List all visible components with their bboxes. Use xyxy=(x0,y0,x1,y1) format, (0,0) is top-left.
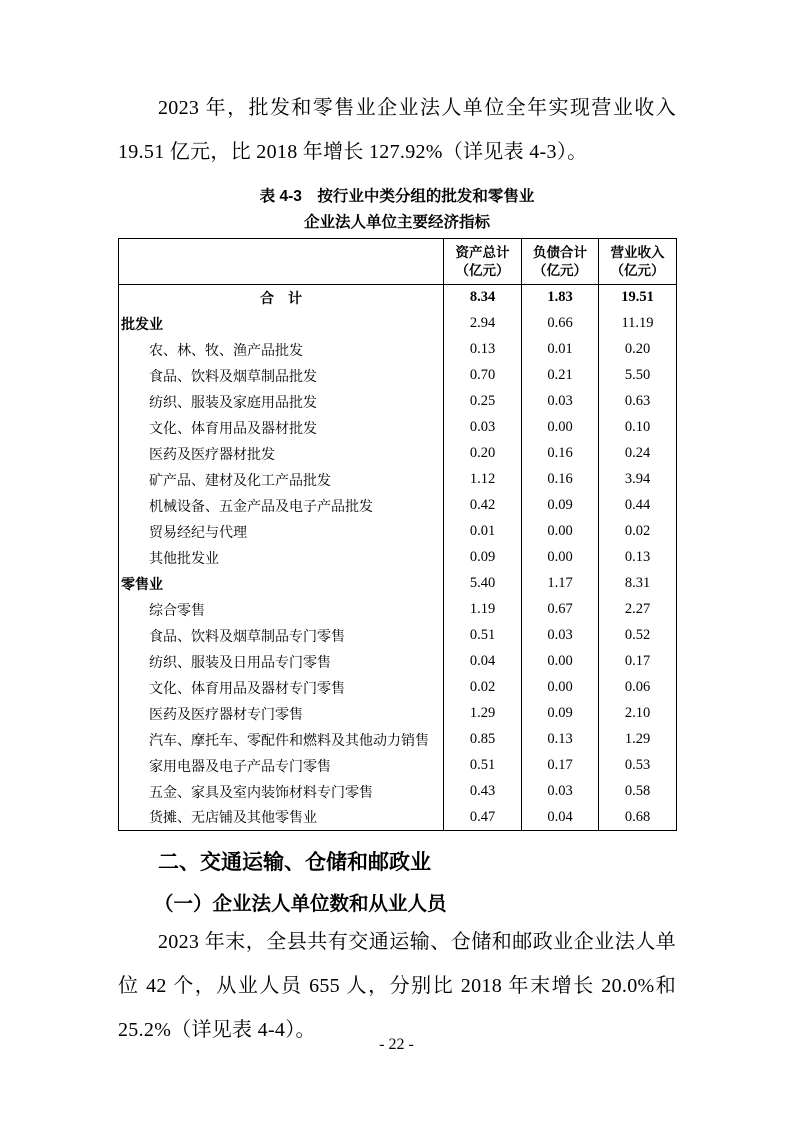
row-value: 0.51 xyxy=(444,753,522,779)
column-unit: （亿元） xyxy=(533,262,587,278)
row-value: 0.09 xyxy=(522,701,599,727)
row-label: 综合零售 xyxy=(149,603,205,619)
row-value: 1.19 xyxy=(444,597,522,623)
row-value: 0.68 xyxy=(599,805,677,831)
row-value: 0.10 xyxy=(599,415,677,441)
row-value: 0.13 xyxy=(599,545,677,571)
row-value: 0.09 xyxy=(522,493,599,519)
row-value: 0.25 xyxy=(444,389,522,415)
table-row xyxy=(119,701,677,727)
row-label: 五金、家具及室内装饰材料专门零售 xyxy=(149,785,373,801)
table-title-line2: 企业法人单位主要经济指标 xyxy=(303,214,490,231)
row-value: 1.17 xyxy=(522,571,599,597)
row-label: 货摊、无店铺及其他零售业 xyxy=(149,811,317,827)
section-heading: 二、交通运输、仓储和邮政业 xyxy=(158,851,431,874)
table-row xyxy=(119,311,677,337)
row-value: 0.53 xyxy=(599,753,677,779)
table-row xyxy=(119,285,677,311)
row-value: 0.02 xyxy=(444,675,522,701)
row-value: 19.51 xyxy=(599,285,677,311)
row-value: 0.51 xyxy=(444,623,522,649)
row-label: 机械设备、五金产品及电子产品批发 xyxy=(149,499,373,515)
row-value: 0.42 xyxy=(444,493,522,519)
row-value: 0.20 xyxy=(599,337,677,363)
row-value: 0.16 xyxy=(522,467,599,493)
row-value: 0.70 xyxy=(444,363,522,389)
table-title xyxy=(118,184,676,236)
row-value: 0.01 xyxy=(444,519,522,545)
section-paragraph: 2023 年末，全县共有交通运输、仓储和邮政业企业法人单位 42 个，从业人员 655 人，分别比 2018 年末增长 20.0%和 25.2%（详见表 4-4）。 xyxy=(118,931,676,1041)
table-row xyxy=(119,493,677,519)
row-label: 家用电器及电子产品专门零售 xyxy=(149,759,331,775)
table-row xyxy=(119,415,677,441)
row-value: 0.20 xyxy=(444,441,522,467)
table-row xyxy=(119,363,677,389)
row-value: 0.00 xyxy=(522,649,599,675)
row-value: 0.00 xyxy=(522,519,599,545)
table-row xyxy=(119,597,677,623)
table-header-row xyxy=(119,239,677,285)
row-value: 0.17 xyxy=(599,649,677,675)
row-value: 0.13 xyxy=(444,337,522,363)
table-row xyxy=(119,337,677,363)
table-row xyxy=(119,779,677,805)
row-value: 3.94 xyxy=(599,467,677,493)
row-label: 医药及医疗器材批发 xyxy=(149,447,275,463)
table-row xyxy=(119,623,677,649)
row-label: 食品、饮料及烟草制品专门零售 xyxy=(149,629,345,645)
row-value: 0.02 xyxy=(599,519,677,545)
row-value: 1.29 xyxy=(444,701,522,727)
column-unit: （亿元） xyxy=(610,262,665,278)
row-value: 0.17 xyxy=(522,753,599,779)
table-row xyxy=(119,389,677,415)
row-label: 农、林、牧、渔产品批发 xyxy=(149,343,303,359)
row-value: 0.63 xyxy=(599,389,677,415)
row-value: 0.52 xyxy=(599,623,677,649)
row-value: 0.01 xyxy=(522,337,599,363)
row-value: 0.03 xyxy=(444,415,522,441)
table-header-total-liabilities xyxy=(522,239,599,285)
economic-indicators-table xyxy=(118,238,677,831)
table-row xyxy=(119,753,677,779)
row-label: 矿产品、建材及化工产品批发 xyxy=(149,473,331,489)
row-value: 8.31 xyxy=(599,571,677,597)
row-label: 纺织、服装及日用品专门零售 xyxy=(149,655,331,671)
section-subheading: （一）企业法人单位数和从业人员 xyxy=(154,893,447,915)
row-value: 0.66 xyxy=(522,311,599,337)
table-row xyxy=(119,727,677,753)
table-header-total-assets xyxy=(444,239,522,285)
row-label: 贸易经纪与代理 xyxy=(149,525,247,541)
row-value: 0.00 xyxy=(522,545,599,571)
table-row xyxy=(119,805,677,831)
column-unit: （亿元） xyxy=(455,262,510,278)
column-title: 负债合计 xyxy=(533,244,587,260)
row-value: 8.34 xyxy=(444,285,522,311)
table-row xyxy=(119,467,677,493)
row-value: 0.04 xyxy=(444,649,522,675)
table-row xyxy=(119,441,677,467)
row-label: 合 计 xyxy=(260,289,302,306)
row-value: 1.83 xyxy=(522,285,599,311)
row-value: 2.10 xyxy=(599,701,677,727)
row-value: 0.58 xyxy=(599,779,677,805)
row-value: 0.13 xyxy=(522,727,599,753)
row-value: 0.67 xyxy=(522,597,599,623)
row-value: 0.03 xyxy=(522,623,599,649)
row-value: 0.06 xyxy=(599,675,677,701)
table-row xyxy=(119,675,677,701)
row-label: 汽车、摩托车、零配件和燃料及其他动力销售 xyxy=(149,733,429,749)
row-value: 0.85 xyxy=(444,727,522,753)
column-title: 资产总计 xyxy=(455,244,510,260)
row-label: 文化、体育用品及器材批发 xyxy=(149,421,317,437)
page-number: - 22 - xyxy=(379,1036,414,1053)
row-value: 0.21 xyxy=(522,363,599,389)
row-value: 1.12 xyxy=(444,467,522,493)
row-value: 0.03 xyxy=(522,779,599,805)
table-body xyxy=(119,285,677,831)
row-label: 医药及医疗器材专门零售 xyxy=(149,707,303,723)
row-value: 2.94 xyxy=(444,311,522,337)
row-value: 0.09 xyxy=(444,545,522,571)
row-value: 0.24 xyxy=(599,441,677,467)
row-value: 0.04 xyxy=(522,805,599,831)
row-value: 0.44 xyxy=(599,493,677,519)
column-title: 营业收入 xyxy=(610,244,665,260)
row-label: 纺织、服装及家庭用品批发 xyxy=(149,395,317,411)
row-value: 11.19 xyxy=(599,311,677,337)
table-row xyxy=(119,649,677,675)
row-value: 0.03 xyxy=(522,389,599,415)
table-row xyxy=(119,519,677,545)
row-value: 2.27 xyxy=(599,597,677,623)
table-row xyxy=(119,545,677,571)
row-value: 0.47 xyxy=(444,805,522,831)
intro-paragraph: 2023 年，批发和零售业企业法人单位全年实现营业收入 19.51 亿元，比 2018 年增长 127.92%（详见表 4-3）。 xyxy=(118,97,676,163)
row-value: 1.29 xyxy=(599,727,677,753)
economic-table-wrap xyxy=(118,238,676,831)
row-value: 0.00 xyxy=(522,675,599,701)
row-value: 5.40 xyxy=(444,571,522,597)
row-label: 食品、饮料及烟草制品批发 xyxy=(149,369,317,385)
row-label: 其他批发业 xyxy=(149,551,219,567)
row-label: 文化、体育用品及器材专门零售 xyxy=(149,681,345,697)
table-row xyxy=(119,571,677,597)
table-header-empty-cell xyxy=(119,239,444,285)
row-value: 0.00 xyxy=(522,415,599,441)
table-title-line1: 表 4-3 按行业中类分组的批发和零售业 xyxy=(259,188,535,205)
row-value: 0.16 xyxy=(522,441,599,467)
row-label: 批发业 xyxy=(121,315,163,332)
row-label: 零售业 xyxy=(121,575,163,592)
row-value: 0.43 xyxy=(444,779,522,805)
row-value: 5.50 xyxy=(599,363,677,389)
table-header-operating-revenue xyxy=(599,239,677,285)
